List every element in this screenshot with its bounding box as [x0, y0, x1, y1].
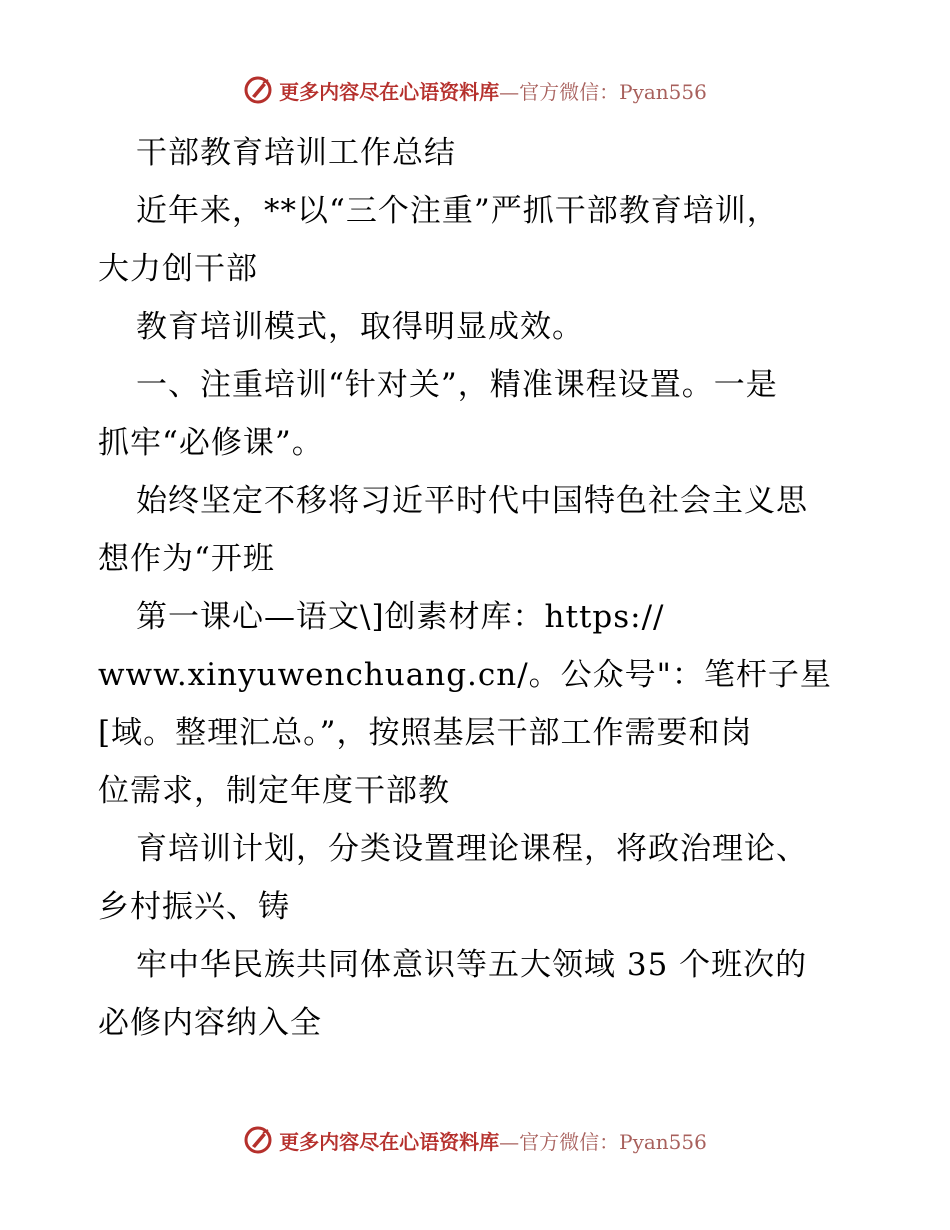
doc-line: 乡村振兴、铸 [98, 889, 290, 925]
doc-line: 位需求，制定年度干部教 [98, 773, 450, 809]
watermark-text-bold: 更多内容尽在心语资料库 [279, 79, 500, 104]
doc-line: 育培训计划，分类设置理论课程，将政治理论、 [136, 831, 808, 867]
quill-seal-icon [243, 75, 273, 105]
doc-line: 想作为“开班 [98, 541, 275, 577]
doc-line: 近年来，**以“三个注重”严抓干部教育培训， [136, 193, 779, 229]
doc-line: 大力创干部 [98, 251, 258, 287]
doc-line: www.xinyuwenchuang.cn/。公众号"：笔杆子星 [98, 657, 832, 693]
doc-line: [域。整理汇总。”，按照基层干部工作需要和岗 [98, 715, 753, 751]
document-body [98, 124, 858, 1052]
doc-line: 一、注重培训“针对关”，精准课程设置。一是 [136, 367, 778, 403]
doc-line: 教育培训模式，取得明显成效。 [136, 309, 584, 345]
doc-line: 必修内容纳入全 [98, 1005, 322, 1041]
header-watermark [0, 70, 950, 110]
doc-line: 始终坚定不移将习近平时代中国特色社会主义思 [136, 483, 808, 519]
watermark-text [279, 1126, 707, 1155]
watermark-text-bold: 更多内容尽在心语资料库 [279, 1129, 500, 1154]
doc-title: 干部教育培训工作总结 [136, 135, 456, 171]
quill-seal-icon [243, 1125, 273, 1155]
doc-line: 第一课心—语文\]创素材库：https:// [136, 599, 665, 635]
watermark-text [279, 76, 707, 105]
footer-watermark [0, 1120, 950, 1160]
watermark-text-light: —官方微信：Pyan556 [499, 1129, 707, 1154]
doc-line: 牢中华民族共同体意识等五大领域 35 个班次的 [136, 947, 808, 983]
watermark-text-light: —官方微信：Pyan556 [499, 79, 707, 104]
doc-line: 抓牢“必修课”。 [98, 425, 324, 461]
